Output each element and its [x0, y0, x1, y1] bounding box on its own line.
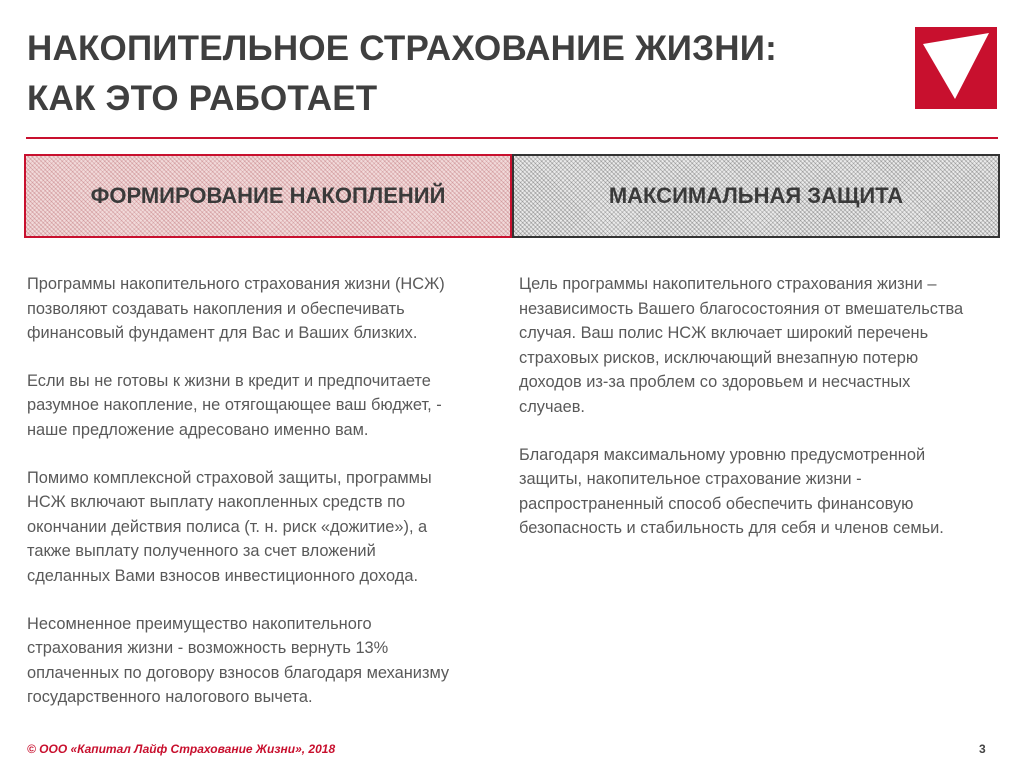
left-paragraph-3: Помимо комплексной страховой защиты, программы НСЖ включают выплату накопленных средств по окончании действия полиса (т. н. риск «дожитие»), а также выплату полученного за счет вложений сделанных Вами взносов инвестиционного дохода. — [27, 468, 432, 585]
left-paragraph-4: Несомненное преимущество накопительного страхования жизни - возможность вернуть 13% оплаченных по договору взносов благодаря механизму государственного налогового вычета. — [27, 614, 450, 707]
checkmark-logo-icon — [915, 27, 997, 109]
left-column-text — [27, 272, 505, 733]
right-paragraph-2: Благодаря максимальному уровню предусмотренной защиты, накопительное страхование жизни - распространенный способ обеспечить финансовую безопасность и стабильность для себя и членов семьи. — [519, 445, 944, 538]
right-paragraph-1: Цель программы накопительного страхования жизни – независимость Вашего благосостояния от вмешательства случая. Ваш полис НСЖ включает широкий перечень страховых рисков, исключающий внезапную потерю доходов из-за проблем со здоровьем и несчастных случаев. — [519, 275, 964, 416]
tab-savings-formation — [24, 154, 512, 238]
left-paragraph-2: Если вы не готовы к жизни в кредит и предпочитаете разумное накопление, не отягощающее ваш бюджет, - наше предложение адресовано именно вам. — [27, 371, 442, 439]
page-title-line-1: НАКОПИТЕЛЬНОЕ СТРАХОВАНИЕ ЖИЗНИ: — [27, 29, 777, 68]
page-number: 3 — [979, 742, 986, 756]
footer-copyright: © ООО «Капитал Лайф Страхование Жизни», 2018 — [27, 742, 336, 756]
company-logo — [915, 27, 997, 109]
left-paragraph-1: Программы накопительного страхования жизни (НСЖ) позволяют создавать накопления и обеспечивать финансовый фундамент для Вас и Ваших близких. — [27, 275, 445, 343]
tab-maximum-protection-label: МАКСИМАЛЬНАЯ ЗАЩИТА — [608, 183, 904, 208]
tab-maximum-protection — [512, 154, 1000, 238]
page-title — [27, 24, 777, 124]
title-divider — [26, 137, 998, 139]
tab-savings-formation-label: ФОРМИРОВАНИЕ НАКОПЛЕНИЙ — [90, 183, 446, 208]
page-title-line-2: КАК ЭТО РАБОТАЕТ — [27, 79, 378, 118]
right-column-text — [519, 272, 999, 564]
